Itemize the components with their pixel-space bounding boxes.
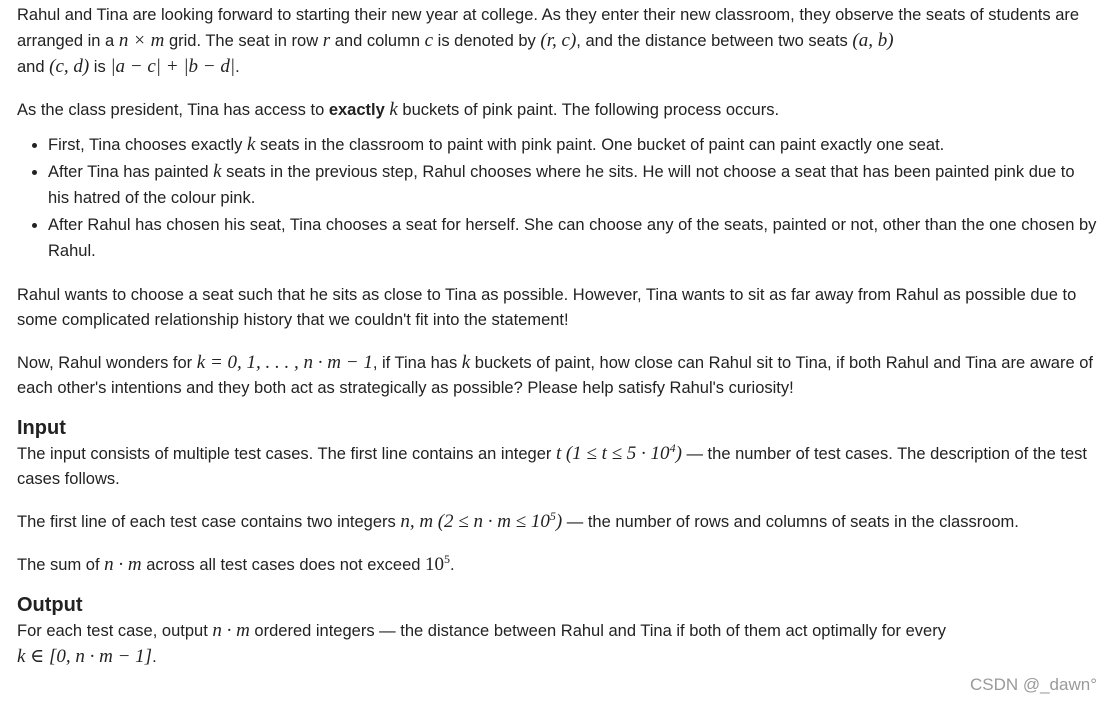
text: ) [675,443,682,464]
text: seats in the previous step, Rahul chooses where he sits. He will not choose a seat that has been painted pink due to his hatred of the colour pink. [48,163,1075,207]
input-paragraph-3 [17,552,1097,578]
text: 10 [425,554,445,575]
input-paragraph-2 [17,509,1097,535]
math-nm: n, m [400,511,434,532]
text: buckets of pink paint. The following process occurs. [397,101,780,119]
text: The sum of [17,556,105,574]
text: (1 ≤ t ≤ 5 · 10 [565,443,670,464]
math-seat-ab: (a, b) [852,30,894,51]
text: and [17,58,50,76]
text: (2 ≤ n · m ≤ 10 [437,511,550,532]
math-nm-bounds [438,511,562,532]
math-seat-rc: (r, c) [540,30,577,51]
text: The input consists of multiple test cases. The first line contains an integer [17,445,556,463]
list-item [48,212,1097,264]
list-item [48,132,1097,158]
exponent: 5 [549,509,556,523]
math-seat-cd: (c, d) [49,56,90,77]
math-t: t [555,443,562,464]
text: As the class president, Tina has access to [17,101,329,119]
math-ten-pow [425,554,450,575]
text: First, Tina chooses exactly [48,136,247,154]
text: After Rahul has chosen his seat, Tina chooses a seat for herself. She can choose any of the seats, painted or not, other than the one chosen by Rahul. [48,216,1097,260]
text: The first line of each test case contains two integers [17,513,401,531]
input-paragraph-1 [17,441,1097,492]
math-t-bounds [566,443,682,464]
math-k: k [213,161,222,182]
list-item [48,159,1097,211]
text: is [89,58,111,76]
math-k-range: k = 0, 1, . . . , n · m − 1 [196,352,373,373]
text: Now, Rahul wonders for [17,354,197,372]
intro-paragraph [17,3,1097,80]
input-heading: Input [17,417,66,439]
text: , if Tina has [372,354,462,372]
text: — the number of test cases. The description of the test cases follows. [17,445,1087,488]
output-heading: Output [17,594,83,616]
wonders-paragraph [17,350,1097,401]
math-c: c [424,30,434,51]
math-k-interval: k ∈ [0, n · m − 1] [17,646,153,667]
text: — the number of rows and columns of seats in the classroom. [562,513,1019,531]
text: ) [555,511,563,532]
text: is denoted by [433,32,541,50]
exponent: 5 [444,552,451,566]
math-k: k [461,352,471,373]
text: and column [330,32,425,50]
text: After Tina has painted [48,163,214,181]
math-k: k [389,99,398,120]
math-grid-size: n × m [118,30,165,51]
exponent: 4 [669,441,676,455]
math-k: k [247,134,256,155]
csdn-watermark: CSDN @_dawn° [969,675,1097,694]
text: . [152,648,157,666]
text: buckets of paint, how close can Rahul sit to Tina, if both Rahul and Tina are aware of each other's intentions and they both act as strategically as possible? Please help satisfy Rahul's curiosity! [17,354,1093,397]
math-n-dot-m: n · m [212,620,250,641]
text: For each test case, output [17,622,213,640]
math-distance: |a − c| + |b − d| [110,56,236,77]
output-paragraph [17,618,1097,670]
wants-paragraph: Rahul wants to choose a seat such that he sits as close to Tina as possible. However, Tina wants to sit as far away from Rahul as possible due to some complicated relationship history that we couldn't fit into the statement! [17,286,1077,329]
text: across all test cases does not exceed [141,556,426,574]
math-r: r [322,30,331,51]
text: , and the distance between two seats [576,32,853,50]
text: . [450,556,455,574]
emphasis-exactly: exactly [328,101,385,119]
math-n-dot-m: n · m [104,554,142,575]
process-list [17,132,1097,264]
text: ordered integers — the distance between Rahul and Tina if both of them act optimally for every [249,622,946,640]
text: . [235,58,240,76]
president-paragraph [17,97,1097,123]
text: grid. The seat in row [164,32,323,50]
problem-statement [17,3,1097,670]
text: Rahul and Tina are looking forward to starting their new year at college. As they enter their new classroom, they observe the seats of students are arranged in a [17,6,1080,50]
text: seats in the classroom to paint with pink paint. One bucket of paint can paint exactly one seat. [255,136,945,154]
